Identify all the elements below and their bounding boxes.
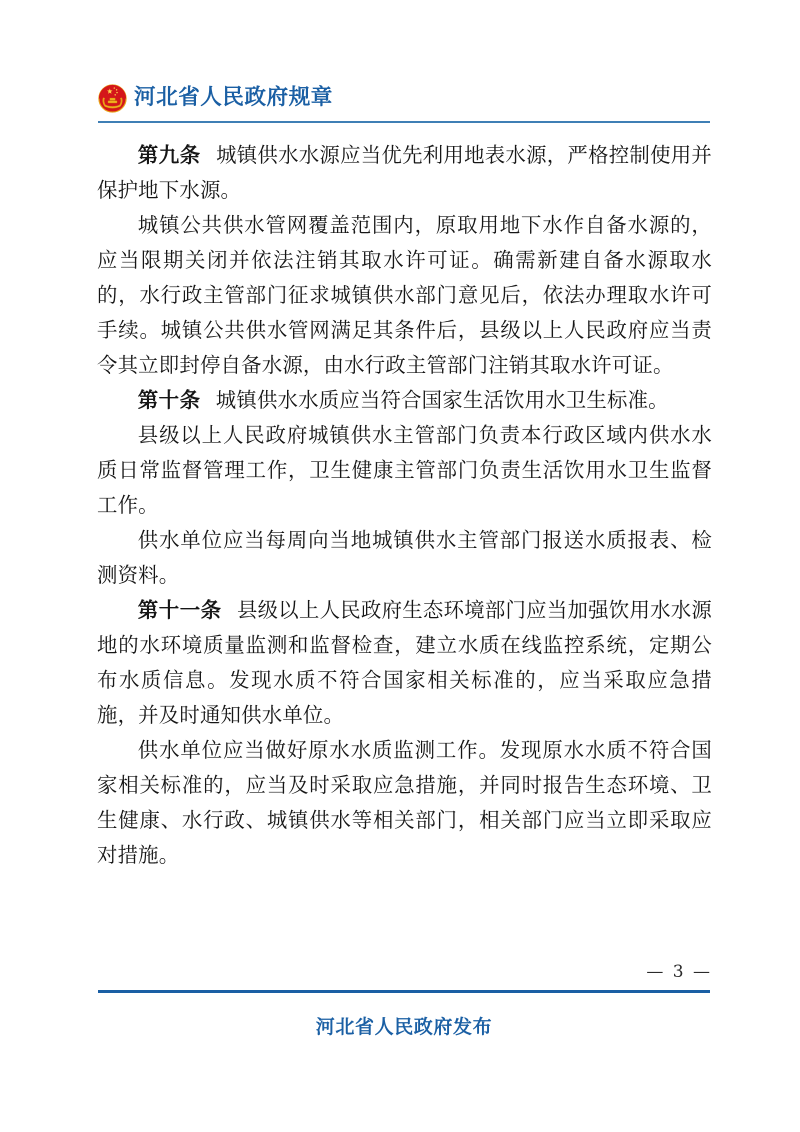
footer-publisher: 河北省人民政府发布 <box>315 1016 493 1038</box>
paragraph-article-10 <box>97 383 712 418</box>
document-body <box>97 138 712 873</box>
paragraph-article-10-p3 <box>97 523 712 593</box>
paragraph-article-9-p2 <box>97 208 712 383</box>
header-divider-rule <box>98 121 710 123</box>
article-text: 城镇公共供水管网覆盖范围内，原取用地下水作自备水源的，应当限期关闭并依法注销其取水许可证。确需新建自备水源取水的，水行政主管部门征求城镇供水部门意见后，依法办理取水许可手续。城镇公共供水管网满足其条件后，县级以上人民政府应当责令其立即封停自备水源，由水行政主管部门注销其取水许可证。 <box>97 213 712 377</box>
paragraph-article-9 <box>97 138 712 208</box>
article-label: 第十一条 <box>137 598 222 622</box>
article-text: 供水单位应当做好原水水质监测工作。发现原水水质不符合国家相关标准的，应当及时采取应急措施，并同时报告生态环境、卫生健康、水行政、城镇供水等相关部门，相关部门应当立即采取应对措施。 <box>97 738 712 867</box>
china-national-emblem-icon <box>98 84 127 113</box>
page-number: — 3 — <box>646 962 712 982</box>
article-label: 第十条 <box>137 388 201 412</box>
paragraph-article-11 <box>97 593 712 733</box>
article-text: 供水单位应当每周向当地城镇供水主管部门报送水质报表、检测资料。 <box>97 528 712 587</box>
article-text: 城镇供水水质应当符合国家生活饮用水卫生标准。 <box>215 388 669 412</box>
header-row <box>98 80 710 116</box>
article-text: 县级以上人民政府城镇供水主管部门负责本行政区域内供水水质日常监督管理工作，卫生健康主管部门负责生活饮用水卫生监督工作。 <box>97 423 712 517</box>
paragraph-article-11-p2 <box>97 733 712 873</box>
article-text: 城镇供水水源应当优先利用地表水源，严格控制使用并保护地下水源。 <box>97 143 712 202</box>
footer-divider-rule <box>98 990 710 993</box>
paragraph-article-10-p2 <box>97 418 712 523</box>
document-header <box>98 80 710 124</box>
article-label: 第九条 <box>137 143 201 167</box>
article-text: 县级以上人民政府生态环境部门应当加强饮用水水源地的水环境质量监测和监督检查，建立水质在线监控系统，定期公布水质信息。发现水质不符合国家相关标准的，应当采取应急措施，并及时通知供水单位。 <box>97 598 712 727</box>
header-title: 河北省人民政府规章 <box>134 85 333 111</box>
